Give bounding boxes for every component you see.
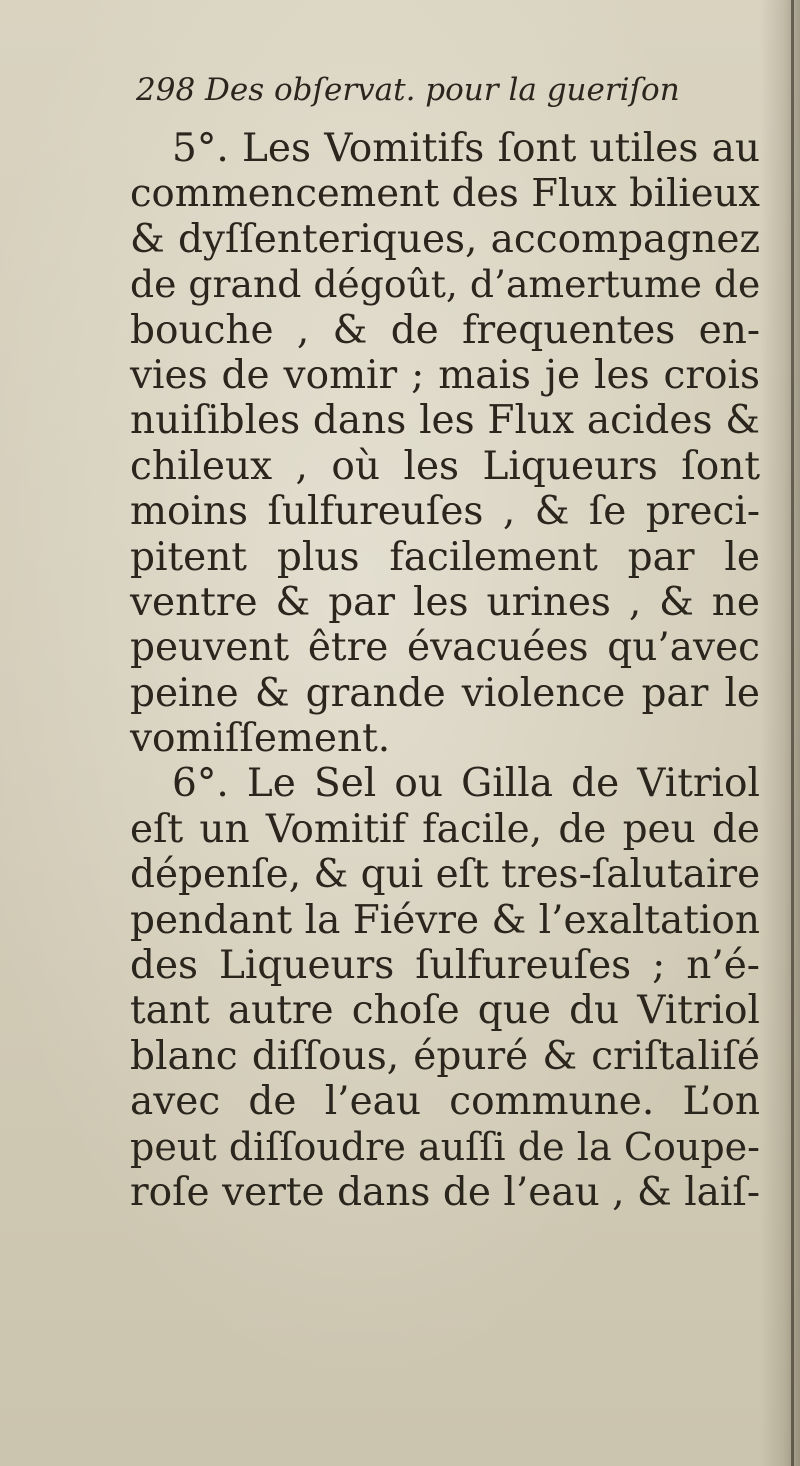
text-line: pendant la Fiévre & l’exaltation: [130, 897, 760, 943]
text-line: roſe verte dans de l’eau , & laiſ-: [130, 1169, 760, 1215]
text-line: 6°. Le Sel ou Gilla de Vitriol: [172, 761, 760, 807]
text-line: bouche , & de frequentes en-: [130, 307, 760, 353]
page-number: 298: [136, 72, 196, 108]
text-line: eſt un Vomitif facile, de peu de: [130, 806, 760, 852]
body-text: [130, 126, 760, 1215]
text-line: dépenſe, & qui eſt tres-ſalutaire: [130, 852, 761, 898]
running-header: [136, 72, 680, 108]
text-line: moins ſulfureuſes , & ſe preci-: [130, 489, 760, 535]
text-line: vies de vomir ; mais je les crois: [130, 352, 760, 398]
text-line: ventre & par les urines , & ne: [130, 579, 760, 625]
text-line: pitent plus facilement par le: [130, 534, 760, 580]
text-line: vomiſſement.: [130, 716, 391, 762]
page-gutter-shadow: [760, 0, 800, 1466]
text-line: avec de l’eau commune. L’on: [130, 1079, 760, 1125]
text-line: des Liqueurs ſulfureuſes ; n’é-: [130, 943, 760, 989]
text-line: chileux , où les Liqueurs ſont: [130, 443, 760, 489]
text-line: & dyſſenteriques, accompagnez: [130, 216, 760, 262]
text-line: blanc diſſous, épuré & criſtaliſé: [130, 1033, 760, 1079]
text-line: tant autre choſe que du Vitriol: [130, 988, 760, 1034]
text-line: peut diſſoudre auſſi de la Coupe-: [130, 1124, 760, 1169]
text-line: commencement des Flux bilieux: [130, 171, 760, 217]
text-line: peine & grande violence par le: [130, 670, 760, 716]
text-line: peuvent être évacuées qu’avec: [130, 625, 760, 671]
running-title: Des obſervat. pour la gueriſon: [205, 72, 680, 108]
text-line: nuiſibles dans les Flux acides &: [130, 398, 760, 444]
text-line: 5°. Les Vomitifs ſont utiles au: [172, 126, 760, 171]
text-line: de grand dégoût, d’amertume de: [130, 262, 761, 307]
page-edge: [791, 0, 794, 1466]
